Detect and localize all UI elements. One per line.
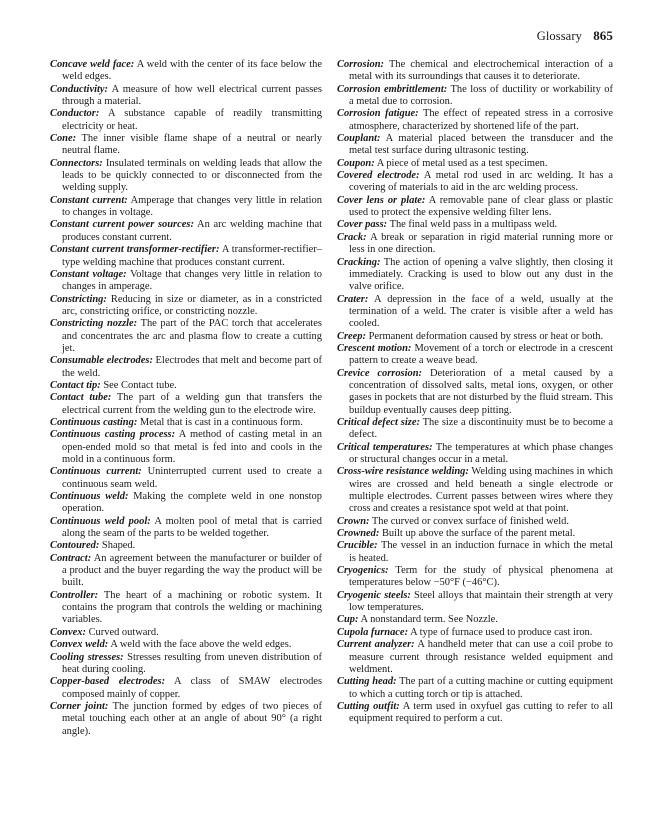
glossary-definition: Welding using machines in which wires are crossed and held beneath a single electrode or multiple electrodes. Current passes between wires where they cross and creates a resistance spot weld at that point. [349,466,614,515]
glossary-entry [337,158,613,170]
glossary-term: Contoured: [50,540,100,552]
glossary-term: Covered electrode: [337,170,420,182]
left-column [50,59,322,738]
glossary-definition: An arc welding machine that produces constant current. [62,219,322,243]
glossary-term: Cryogenics: [337,565,389,577]
glossary-term: Critical defect size: [337,416,420,428]
glossary-term: Cooling stresses: [50,651,124,663]
glossary-entry [50,84,322,109]
glossary-definition: Metal that is cast in a continuous form. [137,416,303,428]
glossary-definition: The vessel in an induction furnace in which the metal is heated. [349,540,613,564]
glossary-definition: The effect of repeated stress in a corrosive atmosphere, characterized by shortened life of the part. [349,108,614,132]
glossary-term: Couplant: [337,133,381,145]
glossary-term: Copper-based electrodes: [50,676,166,688]
glossary-definition: The loss of ductility or workability of a metal due to corrosion. [349,83,613,108]
glossary-entry [337,565,613,590]
glossary-term: Consumable electrodes: [50,355,153,367]
glossary-entry [337,614,613,626]
glossary-definition: Insulated terminals on welding leads that allow the leads to be quickly connected to or disconnected from the welding supply. [62,157,322,194]
glossary-term: Constant voltage: [50,268,127,280]
glossary-definition: Electrodes that melt and become part of the weld. [62,355,322,379]
glossary-term: Crack: [337,231,367,243]
glossary-definition: Amperage that changes very little in relation to changes in voltage. [62,194,322,219]
glossary-definition: A substance capable of readily transmitting electricity or heat. [62,108,322,132]
glossary-term: Connectors: [50,157,103,169]
glossary-definition: The curved or convex surface of finished weld. [369,515,569,527]
glossary-term: Cover lens or plate: [337,194,426,206]
glossary-term: Constant current: [50,194,128,206]
glossary-entry [337,701,613,726]
glossary-term: Concave weld face: [50,59,135,70]
glossary-entry [337,676,613,701]
glossary-entry [50,59,322,84]
glossary-term: Constant current transformer-rectifier: [50,244,220,256]
glossary-definition: A weld with the center of its face below the weld edges. [62,59,322,83]
glossary-term: Contract: [50,552,92,564]
glossary-term: Creep: [337,330,366,342]
glossary-entry [337,331,613,343]
glossary-term: Constricting: [50,293,107,305]
glossary-entry [50,294,322,319]
page-number: 865 [593,28,613,43]
glossary-term: Corrosion embrittlement: [337,83,448,95]
glossary-definition: The size a discontinuity must be to become a defect. [349,416,613,441]
glossary-entry [50,466,322,491]
glossary-definition: Reducing in size or diameter, as in a constricted arc, constricting orifice, or constricting nozzle. [62,293,322,317]
glossary-term: Conductor: [50,108,100,120]
glossary-term: Crown: [337,515,370,527]
glossary-term: Continuous weld: [50,491,129,503]
glossary-term: Cross-wire resistance welding: [337,466,469,478]
glossary-definition: A class of SMAW electrodes composed mainly of copper. [62,676,322,700]
glossary-entry [337,108,613,133]
glossary-entry [50,355,322,380]
glossary-entry [337,133,613,158]
glossary-definition: The part of a welding gun that transfers the electrical current from the welding gun to the electrode wire. [62,392,323,416]
glossary-definition: The part of a cutting machine or cutting equipment to which a cutting torch or tip is attached. [349,676,613,700]
glossary-term: Crater: [337,293,369,305]
glossary-term: Corrosion fatigue: [337,108,419,120]
glossary-definition: Term for the study of physical phenomena at temperatures below −50°F (−46°C). [349,565,613,589]
glossary-definition: A depression in the face of a weld, usually at the termination of a weld. The crater is visible after a weld has cooled. [349,293,613,330]
glossary-term: Crescent motion: [337,342,412,354]
glossary-entry [337,195,613,220]
glossary-term: Coupon: [337,157,375,169]
glossary-entry [337,466,613,515]
glossary-term: Convex: [50,626,86,638]
glossary-term: Conductivity: [50,83,108,95]
glossary-entry [50,269,322,294]
glossary-definition: The heart of a machining or robotic system. It contains the program that controls the welding or machining variables. [62,589,322,626]
glossary-term: Continuous casting process: [50,429,176,441]
glossary-definition: A material placed between the transducer and the metal test surface during ultrasonic testing. [349,133,613,157]
glossary-entry [337,540,613,565]
glossary-definition: Shaped. [99,540,136,552]
glossary-entry [50,108,322,133]
glossary-entry [337,294,613,331]
glossary-entry [50,652,322,677]
glossary-definition: Steel alloys that maintain their strength at very low temperatures. [349,589,613,614]
glossary-term: Cup: [337,614,359,626]
glossary-definition: A term used in oxyfuel gas cutting to refer to all equipment required to perform a cut. [349,700,613,725]
glossary-definition: Deterioration of a metal caused by a concentration of dissolved salts, metal ions, oxygen, or other gases in pockets that are not disturbed by the fluid stream. This buildup eventually causes deep pitting. [349,367,614,416]
glossary-term: Crucible: [337,540,378,552]
section-title: Glossary [536,29,582,43]
glossary-definition: Stresses resulting from uneven distribution of heat during cooling. [62,651,322,675]
glossary-entry [50,380,322,392]
glossary-term: Cone: [50,133,77,145]
glossary-definition: The junction formed by edges of two pieces of metal touching each other at an angle of about 90° (a right angle). [62,700,322,737]
glossary-definition: A piece of metal used as a test specimen. [374,157,548,169]
glossary-entry [50,417,322,429]
glossary-entry [337,590,613,615]
glossary-definition: The chemical and electrochemical interaction of a metal with its surroundings that causes it to deteriorate. [349,59,613,83]
glossary-definition: A break or separation in rigid material running more or less in one direction. [349,231,613,256]
glossary-entry [50,219,322,244]
glossary-entry [337,59,613,84]
glossary-entry [337,84,613,109]
glossary-entry [337,442,613,467]
glossary-term: Controller: [50,589,99,601]
glossary-entry [50,676,322,701]
glossary-term: Cover pass: [337,219,388,231]
glossary-entry [50,392,322,417]
glossary-definition: Uninterrupted current used to create a continuous seam weld. [62,466,322,490]
glossary-term: Cryogenic steels: [337,589,411,601]
glossary-definition: See Contact tube. [100,379,177,391]
glossary-term: Cutting outfit: [337,700,400,712]
glossary-definition: The inner visible flame shape of a neutral or nearly neutral flame. [62,133,322,157]
glossary-entry [50,133,322,158]
glossary-definition: A type of furnace used to produce cast iron. [408,626,593,638]
glossary-entry [337,170,613,195]
page-header [537,28,613,44]
glossary-entry [337,219,613,231]
glossary-entry [50,590,322,627]
glossary-definition: A removable pane of clear glass or plastic used to protect the expensive welding filter lens. [349,194,613,219]
glossary-entry [50,429,322,466]
glossary-entry [337,516,613,528]
glossary-term: Cupola furnace: [337,626,409,638]
glossary-entry [50,553,322,590]
glossary-entry [50,158,322,195]
glossary-definition: A weld with the face above the weld edges. [108,639,292,651]
glossary-definition: The part of the PAC torch that accelerates and concentrates the arc and plasma flow to create a cutting jet. [62,318,322,354]
glossary-entry [50,639,322,651]
glossary-term: Continuous weld pool: [50,515,151,527]
glossary-term: Corrosion: [337,59,384,70]
glossary-term: Current analyzer: [337,639,415,651]
glossary-term: Crowned: [337,528,380,540]
glossary-entry [337,232,613,257]
glossary-definition: The temperatures at which phase changes or structural changes occur in a metal. [349,441,613,465]
glossary-definition: A metal rod used in arc welding. It has a covering of materials to aid in the arc welding process. [349,170,613,194]
glossary-term: Contact tube: [50,392,112,404]
glossary-definition: A nonstandard term. See Nozzle. [358,614,498,626]
glossary-definition: A method of casting metal in an open-ended mold so that metal is fed into and cools in the mold in a continuous form. [62,429,322,465]
glossary-definition: An agreement between the manufacturer or builder of a product and the buyer regarding the way the product will be built. [62,552,322,589]
glossary-term: Contact tip: [50,379,101,391]
right-column [337,59,613,726]
glossary-term: Crevice corrosion: [337,367,423,379]
glossary-definition: A transformer-rectifier–type welding machine that produces constant current. [62,244,322,268]
glossary-entry [337,417,613,442]
glossary-entry [337,257,613,294]
glossary-definition: Permanent deformation caused by stress or heat or both. [365,330,604,342]
glossary-entry [337,627,613,639]
glossary-term: Convex weld: [50,639,109,651]
glossary-entry [337,528,613,540]
glossary-definition: Built up above the surface of the parent metal. [379,528,576,540]
glossary-definition: A handheld meter that can use a coil probe to measure current through resistance welded equipment and weldment. [349,639,613,675]
glossary-term: Corner joint: [50,700,109,712]
glossary-term: Continuous current: [50,466,142,478]
glossary-term: Critical temperatures: [337,441,433,453]
glossary-definition: Curved outward. [85,626,159,638]
glossary-term: Cutting head: [337,676,397,688]
glossary-definition: The final weld pass in a multipass weld. [387,219,558,231]
glossary-entry [50,244,322,269]
glossary-entry [50,491,322,516]
glossary-entry [337,368,613,417]
glossary-entry [337,343,613,368]
glossary-term: Constant current power sources: [50,219,194,231]
glossary-entry [50,540,322,552]
glossary-entry [50,701,322,738]
glossary-definition: Making the complete weld in one nonstop operation. [62,491,322,515]
glossary-entry [337,639,613,676]
glossary-definition: Movement of a torch or electrode in a crescent pattern to create a weave bead. [349,342,613,367]
glossary-definition: A measure of how well electrical current passes through a material. [62,83,322,108]
glossary-term: Cracking: [337,256,381,268]
glossary-definition: A molten pool of metal that is carried along the seam of the parts to be welded together. [62,515,322,540]
glossary-entry [50,195,322,220]
glossary-term: Constricting nozzle: [50,318,138,330]
glossary-entry [50,627,322,639]
glossary-entry [50,318,322,355]
glossary-definition: The action of opening a valve slightly, then closing it immediately. Cracking is used to blow out any dust in the valve orifice. [349,256,613,293]
glossary-definition: Voltage that changes very little in relation to changes in amperage. [62,268,322,293]
glossary-term: Continuous casting: [50,416,138,428]
glossary-entry [50,516,322,541]
